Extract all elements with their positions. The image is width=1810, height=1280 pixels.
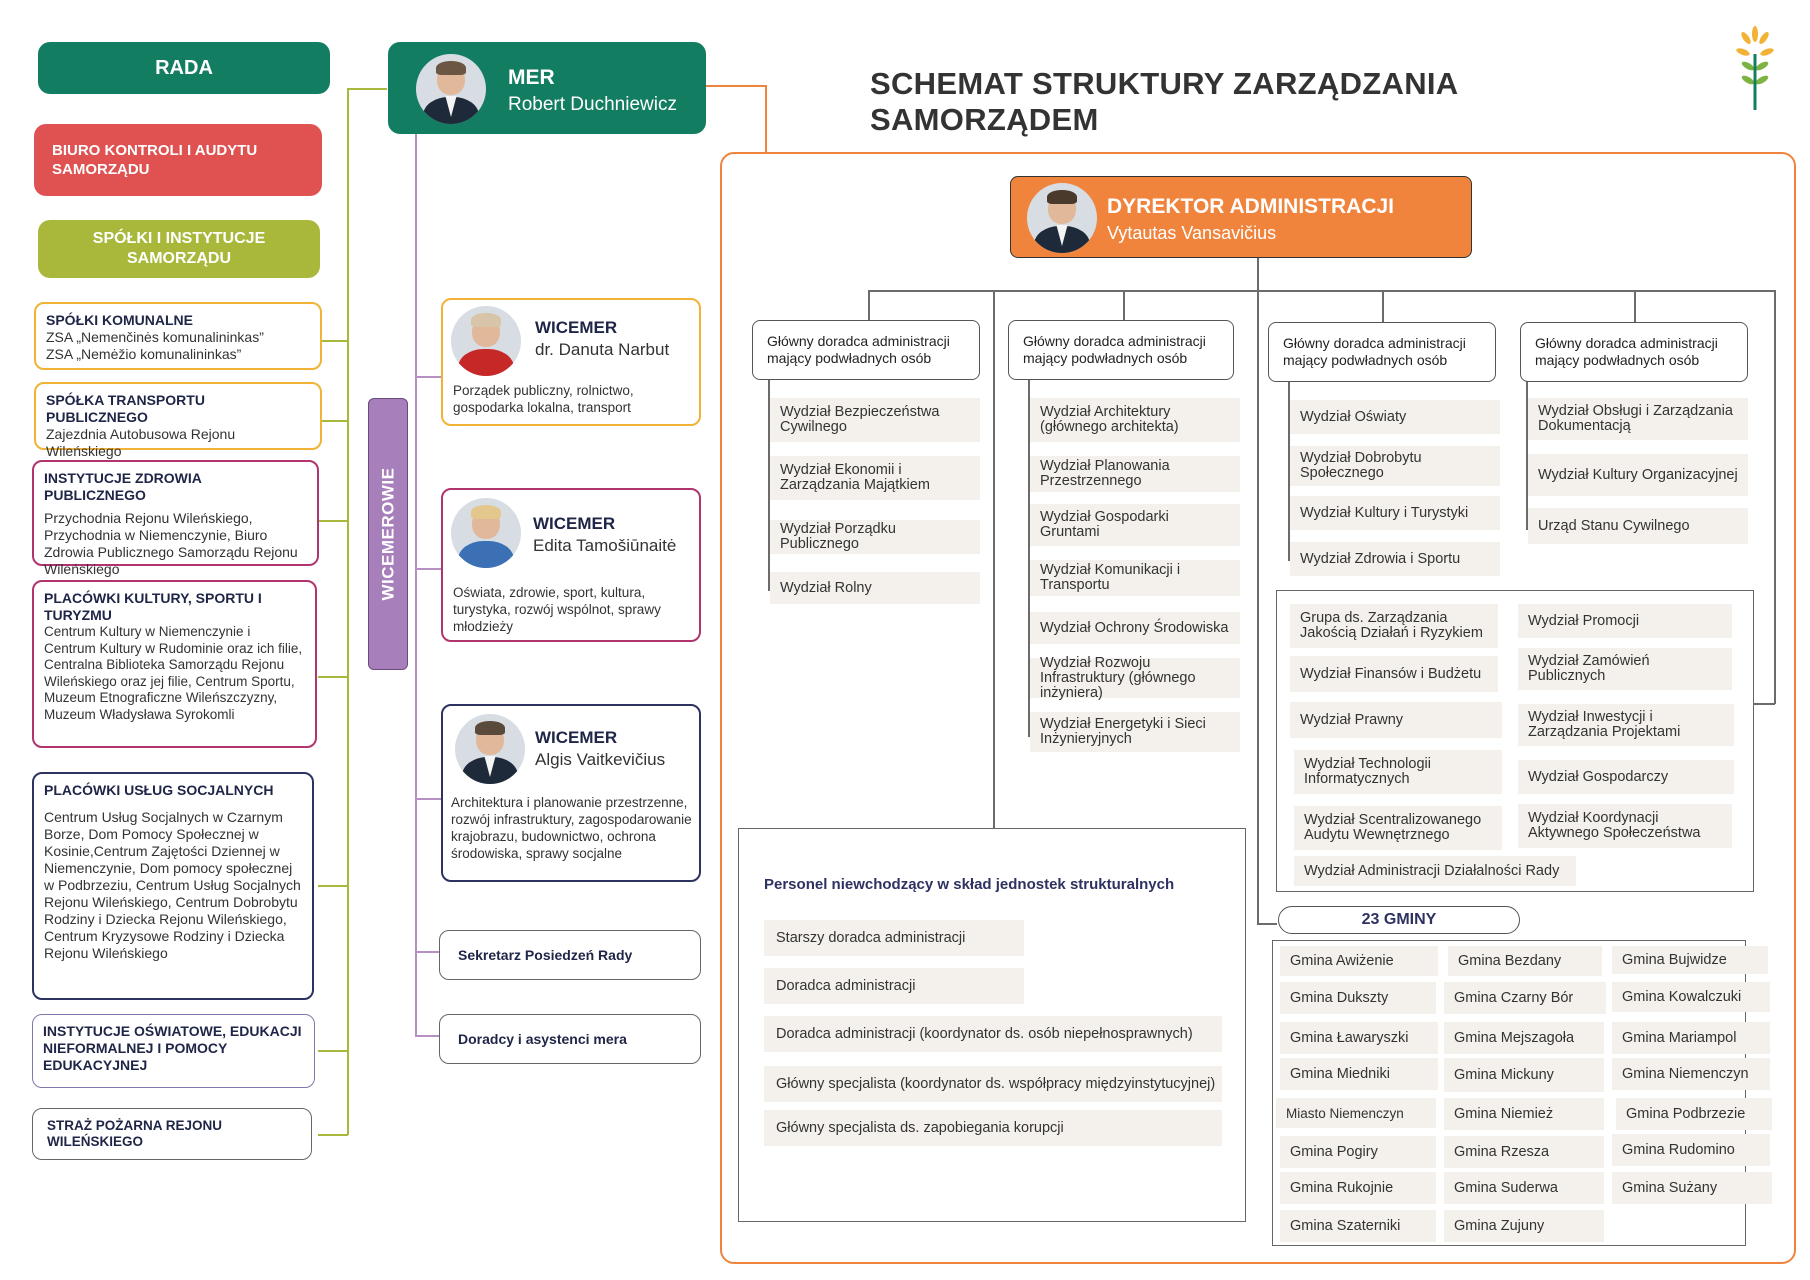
mer-name: Robert Duchniewicz [508,94,677,115]
dept-item: Wydział Rozwoju Infrastruktury (głównego inżyniera) [1030,658,1240,698]
gmina-item: Gmina Miedniki [1280,1058,1438,1090]
left-box-text: Zajezdnia Autobusowa Rejonu Wileńskiego [46,426,236,459]
gmina-item: Gmina Rudomino [1612,1134,1770,1166]
advisor-header-3: Główny doradca administracji mający podwładnych osób [1268,322,1496,382]
director-box [1010,176,1472,258]
dept-item: Grupa ds. Zarządzania Jakością Działań i Ryzykiem [1290,604,1498,648]
gmina-item: Gmina Niemenczyn [1612,1058,1770,1090]
dept-item: Urząd Stanu Cywilnego [1528,508,1748,544]
dept-item: Wydział Promocji [1518,604,1732,638]
gmina-item: Gmina Szaterniki [1280,1210,1436,1242]
vicemayor-role: WICEMER [535,318,618,337]
vicemayor-role: WICEMER [533,514,616,533]
dept-item: Wydział Kultury i Turystyki [1290,496,1500,530]
dept-item: Wydział Energetyki i Sieci Inżynieryjnych [1030,712,1240,752]
gmina-item: Gmina Bujwidze [1612,946,1768,974]
gmina-item: Gmina Zujuny [1444,1210,1604,1242]
dept-item: Wydział Scentralizowanego Audytu Wewnętrznego [1294,806,1502,850]
dept-item: Wydział Oświaty [1290,400,1500,434]
vicemayor-box-1 [441,298,701,426]
gmina-item: Gmina Niemież [1444,1098,1604,1130]
left-box-oswiatowe [32,1014,315,1088]
gmina-item: Gmina Podbrzezie [1616,1098,1772,1130]
personnel-item: Główny specjalista (koordynator ds. współpracy międzyinstytucyjnej) [764,1066,1222,1102]
left-box-uslug-socjalnych [32,772,314,1000]
vicemayor-photo [451,306,521,376]
gmina-item: Gmina Kowalczuki [1612,982,1770,1012]
logo-icon [1736,24,1774,110]
director-role: DYREKTOR ADMINISTRACJI [1107,195,1395,218]
gmina-item: Gmina Suderwa [1444,1172,1604,1204]
biuro-kontroli-box: BIURO KONTROLI I AUDYTU SAMORZĄDU [34,124,322,196]
vicemayor-desc: Porządek publiczny, rolnictwo, gospodarka lokalna, transport [453,383,634,415]
gmina-item: Gmina Rzesza [1444,1136,1604,1168]
dept-item: Wydział Porządku Publicznego [770,520,980,554]
left-box-text: Centrum Usług Socjalnych w Czarnym Borze, Dom Pomocy Społecznej w Kosinie,Centrum Zajętości Dziennej w Niemenczynie, Dom pomocy społecznej w Podbrzeziu, Centrum Usług Socjalnych Rejonu Wileńskiego, Centrum Dobrobytu Rodziny i Dziecka Rejonu Wileńskiego, Centrum Kryzysowe Rodziny i Dziecka Rejonu Wileńskiego [44,809,301,961]
gmina-item: Gmina Mickuny [1444,1058,1604,1092]
gmina-item: Gmina Pogiry [1280,1136,1436,1168]
dept-item: Wydział Inwestycji i Zarządzania Projektami [1518,704,1734,746]
gmina-item: Gmina Czarny Bór [1444,982,1606,1014]
vicemayor-photo [455,714,525,784]
gmina-item: Gmina Dukszty [1280,982,1436,1014]
personnel-item: Główny specjalista ds. zapobiegania korupcji [764,1110,1222,1146]
left-box-kultury [32,580,317,748]
dept-item: Wydział Gospodarczy [1518,760,1734,794]
dept-item: Wydział Dobrobytu Społecznego [1290,446,1500,486]
dept-item: Wydział Gospodarki Gruntami [1030,504,1240,546]
dept-item: Wydział Koordynacji Aktywnego Społeczeństwa [1518,804,1732,848]
dept-item: Wydział Ekonomii i Zarządzania Majątkiem [770,456,980,500]
personnel-item: Doradca administracji [764,968,1024,1004]
left-box-zdrowia [32,460,319,577]
left-box-spolki-komunalne [34,302,322,370]
gmina-item: Gmina Mejszagoła [1444,1022,1604,1054]
gmina-item: Gmina Mariampol [1612,1022,1770,1054]
left-box-straz [32,1108,312,1160]
left-box-text: ZSA „Nemenčinės komunalininkas” ZSA „Nemėžio komunalininkas” [46,329,264,362]
director-photo [1027,183,1097,253]
dept-item: Wydział Zdrowia i Sportu [1290,542,1500,576]
left-box-title: PLACÓWKI USŁUG SOCJALNYCH [44,782,274,798]
dept-item: Wydział Obsługi i Zarządzania Dokumentacją [1528,398,1748,440]
vicemayor-name: dr. Danuta Narbut [535,340,670,359]
vicemayor-box-2 [441,488,701,642]
dept-item: Wydział Architektury (głównego architekta) [1030,398,1240,442]
left-box-title: SPÓŁKA TRANSPORTU PUBLICZNEGO [46,392,205,425]
vicemayor-desc: Oświata, zdrowie, sport, kultura, turystyka, rozwój wspólnot, sprawy młodzieży [453,585,661,634]
personnel-title: Personel niewchodzący w skład jednostek strukturalnych [764,876,1175,893]
advisor-header-1: Główny doradca administracji mający podwładnych osób [752,320,980,380]
left-box-spolka-transportu [34,382,322,459]
dept-item: Wydział Zamówień Publicznych [1518,648,1732,690]
page-title: SCHEMAT STRUKTURY ZARZĄDZANIA SAMORZĄDEM [870,66,1458,137]
gmina-item: Gmina Rukojnie [1280,1172,1436,1204]
personnel-item: Starszy doradca administracji [764,920,1024,956]
gmina-item: Gmina Sużany [1612,1172,1772,1204]
vicemayor-box-3 [441,704,701,882]
left-box-text: Przychodnia Rejonu Wileńskiego, Przychodnia w Niemenczynie, Biuro Zdrowia Publicznego Samorządu Rejonu Wileńskiego [44,510,298,577]
secretary-box: Sekretarz Posiedzeń Rady [439,930,701,980]
advisors-box: Doradcy i asystenci mera [439,1014,701,1064]
personnel-item: Doradca administracji (koordynator ds. osób niepełnosprawnych) [764,1016,1222,1052]
advisor-header-4: Główny doradca administracji mający podwładnych osób [1520,322,1748,382]
mer-role: MER [508,66,555,89]
gmina-item: Gmina Ławaryszki [1280,1022,1438,1054]
vicemayor-role: WICEMER [535,728,618,747]
gmina-item: Miasto Niemenczyn [1276,1098,1436,1128]
wicemerowie-text: WICEMEROWIE [378,467,397,601]
mer-photo [416,54,486,124]
vicemayor-name: Algis Vaitkevičius [535,750,666,769]
gmina-item: Gmina Awiżenie [1280,946,1438,976]
dept-item: Wydział Administracji Działalności Rady [1294,856,1576,886]
left-box-title: PLACÓWKI KULTURY, SPORTU I TURYZMU [44,590,262,623]
vicemayor-desc: Architektura i planowanie przestrzenne, rozwój infrastruktury, zagospodarowanie krajobrazu, budownictwo, ochrona środowiska, sprawy socjalne [451,795,692,861]
dept-item: Wydział Technologii Informatycznych [1294,750,1502,794]
spolki-instytucje-box: SPÓŁKI I INSTYTUCJE SAMORZĄDU [38,220,320,278]
wicemerowie-label [368,398,408,670]
dept-item: Wydział Komunikacji i Transportu [1030,560,1240,596]
gminy-title: 23 GMINY [1278,906,1520,934]
vicemayor-name: Edita Tamošiūnaitė [533,536,677,555]
left-box-title: INSTYTUCJE OŚWIATOWE, EDUKACJI NIEFORMALNEJ I POMOCY EDUKACYJNEJ [43,1023,302,1073]
director-name: Vytautas Vansavičius [1107,223,1277,243]
dept-item: Wydział Rolny [770,572,980,604]
left-box-title: INSTYTUCJE ZDROWIA PUBLICZNEGO [44,470,202,503]
rada-box: RADA [38,42,330,94]
dept-item: Wydział Finansów i Budżetu [1290,656,1498,692]
dept-item: Wydział Planowania Przestrzennego [1030,456,1240,492]
left-box-text: Centrum Kultury w Niemenczynie i Centrum Kultury w Rudominie oraz ich filie, Centralna Biblioteka Samorządu Rejonu Wileńskiego oraz jej filie, Centrum Sportu, Muzeum Etnograficzne Wileńszczyzny, Muzeum Władysława Syrokomli [44,624,303,722]
advisor-header-2: Główny doradca administracji mający podwładnych osób [1008,320,1234,380]
dept-item: Wydział Ochrony Środowiska [1030,612,1240,644]
mer-box [388,42,706,134]
left-box-title: SPÓŁKI KOMUNALNE [46,312,193,328]
left-box-title: STRAŻ POŻARNA REJONU WILEŃSKIEGO [47,1118,223,1149]
gmina-item: Gmina Bezdany [1448,946,1602,976]
vicemayor-photo [451,498,521,568]
dept-item: Wydział Bezpieczeństwa Cywilnego [770,398,980,442]
dept-item: Wydział Prawny [1290,702,1502,738]
dept-item: Wydział Kultury Organizacyjnej [1528,454,1748,496]
